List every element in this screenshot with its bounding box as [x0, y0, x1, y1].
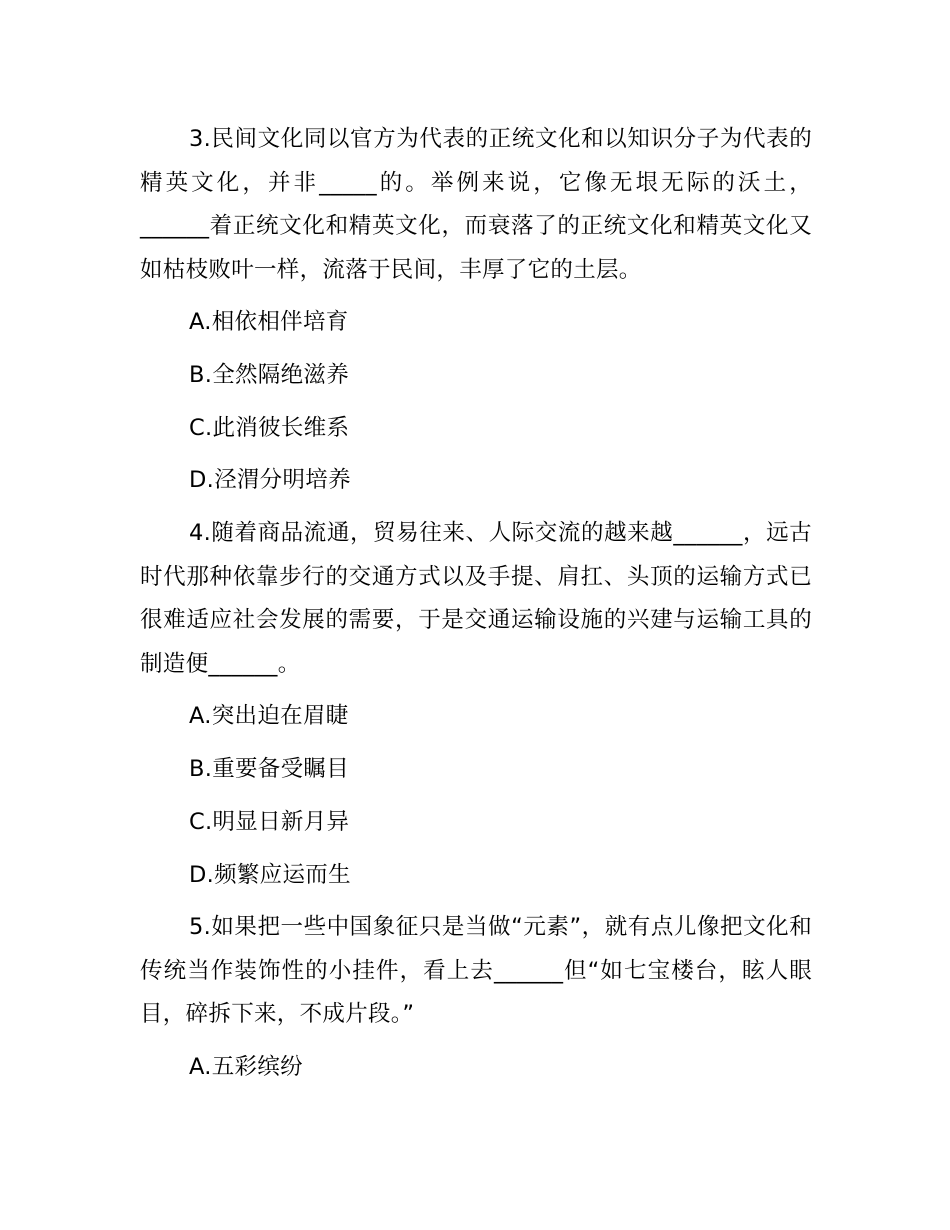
- document-page: [140, 118, 812, 1099]
- question-3-option-a: A.相依相伴培育: [189, 309, 349, 335]
- question-4-text: 4.随着商品流通，贸易往来、人际交流的越来越______，远古时代那种依靠步行的交通方式以及手提、肩扛、头顶的运输方式已很难适应社会发展的需要，于是交通运输设施的兴建与运输工具的制造便______。: [140, 520, 812, 677]
- question-4-option-d: D.频繁应运而生: [189, 861, 351, 888]
- question-3-option-b: B.全然隔绝滋养: [189, 361, 349, 388]
- question-4-option-b: B.重要备受瞩目: [189, 755, 349, 782]
- question-3-text: 3.民间文化同以官方为代表的正统文化和以知识分子为代表的精英文化，并非_____的。举例来说，它像无垠无际的沃土，______着正统文化和精英文化，而衰落了的正统文化和精英文化又如枯枝败叶一样，流落于民间，丰厚了它的土层。: [140, 126, 812, 283]
- question-4-option-a: A.突出迫在眉睫: [189, 703, 349, 730]
- question-5-text: 5.如果把一些中国象征只是当做“元素”，就有点儿像把文化和传统当作装饰性的小挂件，看上去______但“如七宝楼台，眩人眼目，碎拆下来，不成片段。”: [140, 914, 812, 1028]
- question-3-option-d: D.泾渭分明培养: [189, 467, 351, 494]
- question-3-option-c: C.此消彼长维系: [189, 414, 350, 441]
- question-5-option-a: A.五彩缤纷: [189, 1053, 303, 1080]
- question-4-option-c: C.明显日新月异: [189, 808, 350, 835]
